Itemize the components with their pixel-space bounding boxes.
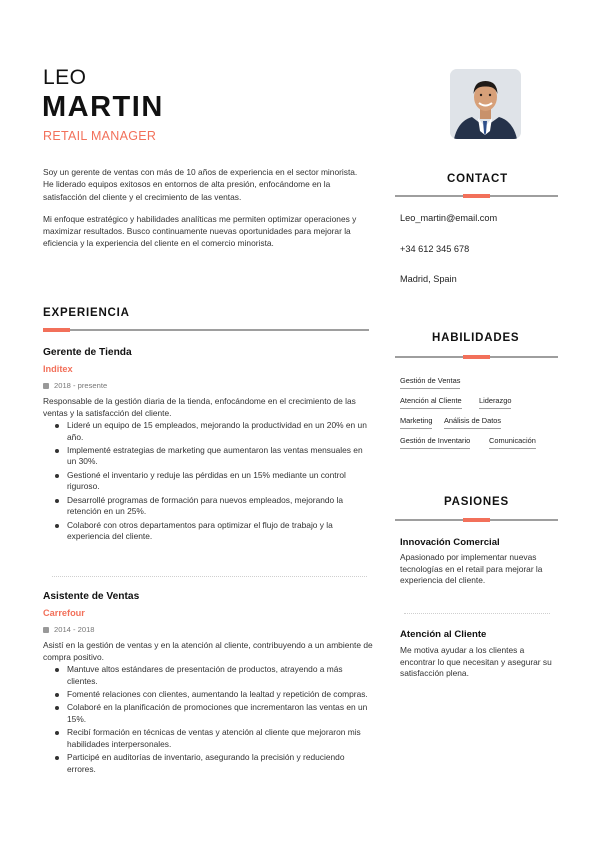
passions-heading: PASIONES bbox=[444, 496, 509, 508]
experience-item bbox=[43, 591, 373, 777]
job-dates-text: 2014 - 2018 bbox=[54, 625, 95, 634]
skill-tag: Liderazgo bbox=[479, 396, 511, 409]
contact-accent bbox=[463, 194, 490, 198]
summary-paragraph: Mi enfoque estratégico y habilidades analíticas me permiten optimizar operaciones y maximizar resultados. Busco continuamente nuevas oportunidades para mejorar la eficiencia y la experiencia del cliente en el comercio minorista. bbox=[43, 213, 357, 249]
passion-description: Me motiva ayudar a los clientes a encontrar lo que necesitan y asegurar su satisfacción plena. bbox=[400, 645, 552, 678]
job-company: Carrefour bbox=[43, 608, 85, 618]
contact-email[interactable]: Leo_martin@email.com bbox=[400, 213, 498, 223]
job-description: Responsable de la gestión diaria de la tienda, enfocándome en el crecimiento de las ventas y la satisfacción del cliente. bbox=[43, 396, 356, 418]
calendar-icon bbox=[43, 383, 49, 389]
skill-tag: Gestión de Ventas bbox=[400, 376, 460, 389]
job-bullet: Gestioné el inventario y reduje las pérdidas en un 15% mediante un control riguroso. bbox=[43, 470, 373, 493]
job-dates bbox=[43, 381, 373, 390]
experience-heading: EXPERIENCIA bbox=[43, 307, 130, 319]
job-bullet: Colaboré con otros departamentos para optimizar el flujo de trabajo y la experiencia del cliente. bbox=[43, 520, 373, 543]
summary bbox=[43, 166, 363, 260]
job-bullet: Colaboré en la planificación de promociones que incrementaron las ventas en un 15%. bbox=[43, 702, 373, 725]
skill-tag: Gestión de Inventario bbox=[400, 436, 470, 449]
contact-heading: CONTACT bbox=[447, 173, 508, 185]
job-dates-text: 2018 - presente bbox=[54, 381, 108, 390]
skill-tag: Marketing bbox=[400, 416, 432, 429]
skill-tag: Atención al Cliente bbox=[400, 396, 462, 409]
job-bullet: Fomenté relaciones con clientes, aumentando la lealtad y repetición de compras. bbox=[43, 689, 373, 701]
job-description: Asistí en la gestión de ventas y en la atención al cliente, contribuyendo a un ambiente de compra positivo. bbox=[43, 640, 373, 662]
job-bullet: Lideré un equipo de 15 empleados, mejorando la productividad en un 20% en un año. bbox=[43, 420, 373, 443]
passion-title: Innovación Comercial bbox=[400, 537, 500, 548]
experience-divider bbox=[52, 576, 367, 577]
calendar-icon bbox=[43, 627, 49, 633]
job-bullet: Participé en auditorías de inventario, asegurando la precisión y reduciendo errores. bbox=[43, 752, 373, 775]
skill-tag: Análisis de Datos bbox=[444, 416, 501, 429]
experience-accent bbox=[43, 328, 70, 332]
contact-phone[interactable]: +34 612 345 678 bbox=[400, 244, 470, 254]
job-bullet: Mantuve altos estándares de presentación de productos, atrayendo a más clientes. bbox=[43, 664, 373, 687]
job-role: Asistente de Ventas bbox=[43, 591, 140, 602]
skills-heading: HABILIDADES bbox=[432, 332, 520, 344]
passion-title: Atención al Cliente bbox=[400, 629, 487, 640]
job-bullets bbox=[43, 664, 373, 775]
job-bullet: Recibí formación en técnicas de ventas y atención al cliente que mejoraron mis habilidades interpersonales. bbox=[43, 727, 373, 750]
skills-accent bbox=[463, 355, 490, 359]
job-role: Gerente de Tienda bbox=[43, 347, 132, 358]
skill-tag: Comunicación bbox=[489, 436, 536, 449]
last-name: MARTIN bbox=[42, 91, 164, 123]
contact-location: Madrid, Spain bbox=[400, 274, 457, 284]
job-title: RETAIL MANAGER bbox=[43, 129, 157, 143]
job-bullet: Desarrollé programas de formación para nuevos empleados, mejorando la retención en un 25%. bbox=[43, 495, 373, 518]
job-company: Inditex bbox=[43, 364, 73, 374]
passions-accent bbox=[463, 518, 490, 522]
profile-photo bbox=[450, 69, 521, 139]
passion-description: Apasionado por implementar nuevas tecnologías en el retail para mejorar la experiencia del cliente. bbox=[400, 552, 543, 585]
job-bullets bbox=[43, 420, 373, 543]
job-bullet: Implementé estrategias de marketing que aumentaron las ventas mensuales en un 30%. bbox=[43, 445, 373, 468]
summary-paragraph: Soy un gerente de ventas con más de 10 años de experiencia en el sector minorista. He liderado equipos exitosos en entornos de alta presión, enfocándome en la satisfacción del cliente y el crecimiento de las ventas. bbox=[43, 167, 358, 202]
experience-item bbox=[43, 347, 373, 544]
experience-rule bbox=[43, 329, 369, 331]
passions-divider bbox=[404, 613, 550, 614]
job-dates bbox=[43, 625, 373, 634]
first-name: LEO bbox=[43, 66, 87, 89]
